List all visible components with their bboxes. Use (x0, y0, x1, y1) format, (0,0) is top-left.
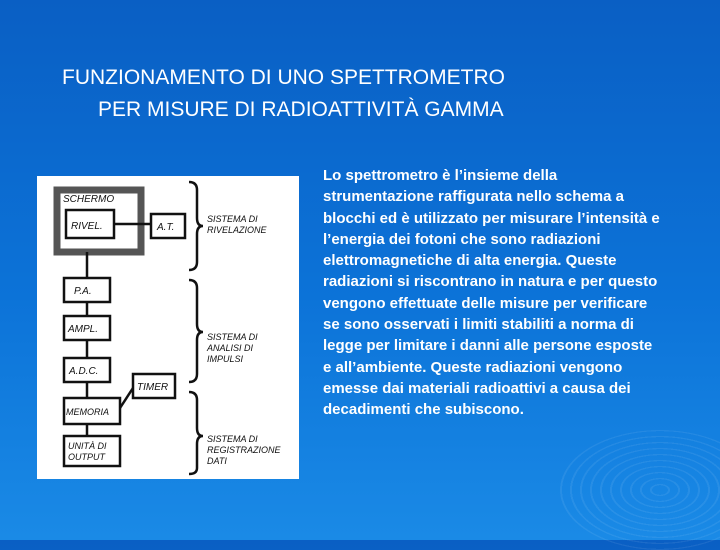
registrazione-brace (189, 392, 203, 474)
pa-label: P.A. (74, 286, 92, 297)
block-diagram (37, 176, 299, 479)
impulsi-brace (189, 280, 203, 382)
timer-label: TIMER (137, 382, 169, 393)
rivelazione-label-1: SISTEMA DI (207, 214, 258, 224)
rivelazione-label-2: RIVELAZIONE (207, 225, 267, 235)
ampl-label: AMPL. (68, 324, 99, 335)
impulsi-label-3: IMPULSI (207, 354, 244, 364)
unita-label-2: OUTPUT (68, 452, 105, 462)
registrazione-label-3: DATI (207, 456, 227, 466)
impulsi-label-2: ANALISI DI (207, 343, 254, 353)
slide-body-text: Lo spettrometro è l’insieme della strumentazione raffigurata nello schema a blocchi ed è utilizzato per misurare l’intensità e l’energia dei fotoni che sono radiazioni elettromagnetiche di alta energia. Queste radiazioni si riscontrano in natura e per questo vengono effettuate delle misure per verificare se sono osservati i limiti stabiliti a norma di legge per limitare i danni alle persone esposte e all’ambiente. Queste radiazioni vengono emesse dai materiali radioattivi a causa dei decadimenti che subiscono. (323, 167, 660, 419)
registrazione-label-2: REGISTRAZIONE (207, 445, 281, 455)
impulsi-label-1: SISTEMA DI (207, 332, 258, 342)
unita-label-1: UNITÀ DI (68, 441, 107, 451)
title-line-2: PER MISURE DI RADIOATTIVITÀ GAMMA (98, 98, 504, 121)
slide-title (62, 62, 682, 126)
rivel-label: RIVEL. (71, 221, 103, 232)
memoria-label: MEMORIA (66, 407, 110, 417)
water-ripple-decoration (560, 430, 720, 550)
at-label: A.T. (157, 222, 175, 233)
rivelazione-brace (189, 182, 203, 270)
adc-label: A.D.C. (69, 366, 99, 377)
title-line-1: FUNZIONAMENTO DI UNO SPETTROMETRO (62, 66, 505, 89)
block-diagram-svg (37, 176, 299, 479)
schermo-label: SCHERMO (63, 194, 115, 205)
registrazione-label-1: SISTEMA DI (207, 434, 258, 444)
